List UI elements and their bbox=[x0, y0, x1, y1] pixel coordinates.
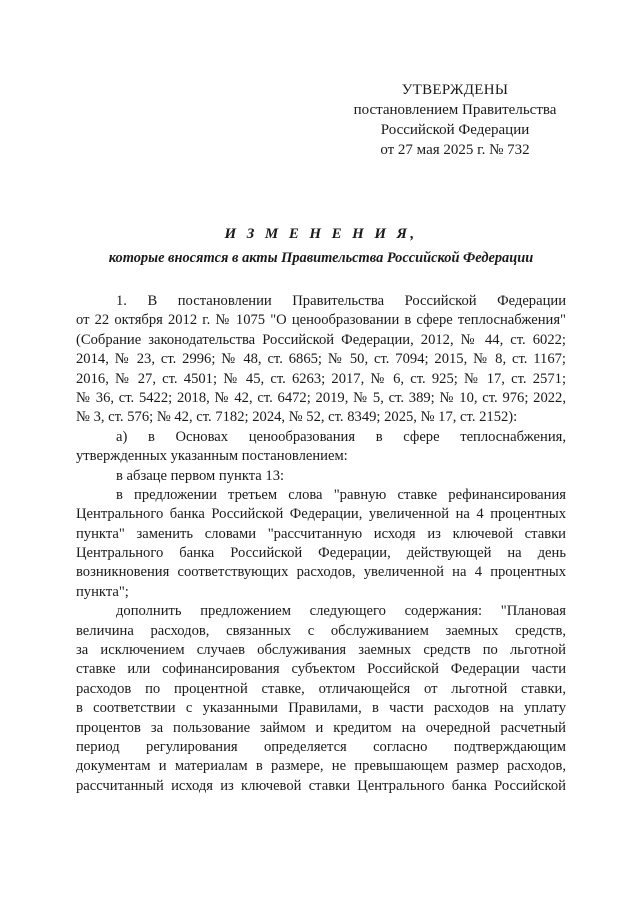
body-line: ставке или софинансирования субъектом Российской Федерации части bbox=[76, 661, 566, 678]
body-line: 1. В постановлении Правительства Российской Федерации bbox=[116, 293, 566, 309]
approval-date-line: от 27 мая 2025 г. № 732 bbox=[380, 142, 530, 158]
body-line: в предложении третьем слова "равную ставке рефинансирования bbox=[116, 486, 566, 503]
body-line: рассчитанный исходя из ключевой ставки Центрального банка Российской bbox=[76, 777, 566, 794]
body-line: возникновения соответствующих расходов, увеличенной на 4 процентных bbox=[76, 564, 566, 581]
body-line: № 3, ст. 576; № 42, ст. 7182; 2024, № 52, ст. 8349; 2025, № 17, ст. 2152): bbox=[76, 409, 518, 426]
document-subtitle: которые вносятся в акты Правительства Российской Федерации bbox=[108, 250, 534, 266]
body-line: Центрального банка Российской Федерации, действующей на день bbox=[76, 545, 566, 562]
body-line: а) в Основах ценообразования в сфере теплоснабжения, bbox=[116, 428, 566, 445]
approval-heading: УТВЕРЖДЕНЫ bbox=[401, 82, 509, 98]
body-line: дополнить предложением следующего содержания: "Плановая bbox=[116, 603, 566, 620]
approval-line: Российской Федерации bbox=[380, 122, 530, 138]
body-line: период регулирования определяется согласно подтверждающим bbox=[76, 738, 566, 755]
body-line: процентов за пользование займом и кредитом на очередной расчетный bbox=[76, 719, 566, 736]
body-line: документам и материалам в размере, не превышающем размер расходов, bbox=[76, 758, 566, 775]
body-line: 2014, № 23, ст. 2996; № 48, ст. 6865; № 50, ст. 7094; 2015, № 8, ст. 1167; bbox=[76, 351, 566, 368]
approval-stamp bbox=[340, 80, 570, 160]
body-line: Центрального банка Российской Федерации, увеличенной на 4 процентных bbox=[76, 506, 566, 523]
document-body bbox=[76, 292, 566, 796]
body-line: от 22 октября 2012 г. № 1075 "О ценообразовании в сфере теплоснабжения" bbox=[76, 312, 566, 329]
body-line: расходов по процентной ставке, отличающейся от льготной ставки, bbox=[76, 680, 566, 697]
body-line: величина расходов, связанных с обслуживанием заемных средств, bbox=[76, 622, 566, 639]
document-title: И З М Е Н Е Н И Я, bbox=[224, 226, 418, 242]
body-line: в соответствии с указанными Правилами, в части расходов на уплату bbox=[76, 700, 566, 717]
body-line: 2016, № 27, ст. 4501; № 45, ст. 6263; 2017, № 6, ст. 925; № 17, ст. 2571; bbox=[76, 370, 566, 387]
body-line: за исключением случаев обслуживания заемных средств по льготной bbox=[76, 642, 566, 659]
approval-line: постановлением Правительства bbox=[353, 102, 557, 118]
body-line: пункта" заменить словами "рассчитанную исходя из ключевой ставки bbox=[76, 525, 566, 542]
body-line: в абзаце первом пункта 13: bbox=[116, 467, 285, 484]
body-line: утвержденных указанным постановлением: bbox=[76, 448, 348, 465]
body-line: пункта"; bbox=[76, 583, 129, 600]
body-line: (Собрание законодательства Российской Федерации, 2012, № 44, ст. 6022; bbox=[76, 331, 566, 348]
body-line: № 36, ст. 5422; 2018, № 42, ст. 6472; 2019, № 5, ст. 389; № 10, ст. 976; 2022, bbox=[76, 389, 566, 406]
